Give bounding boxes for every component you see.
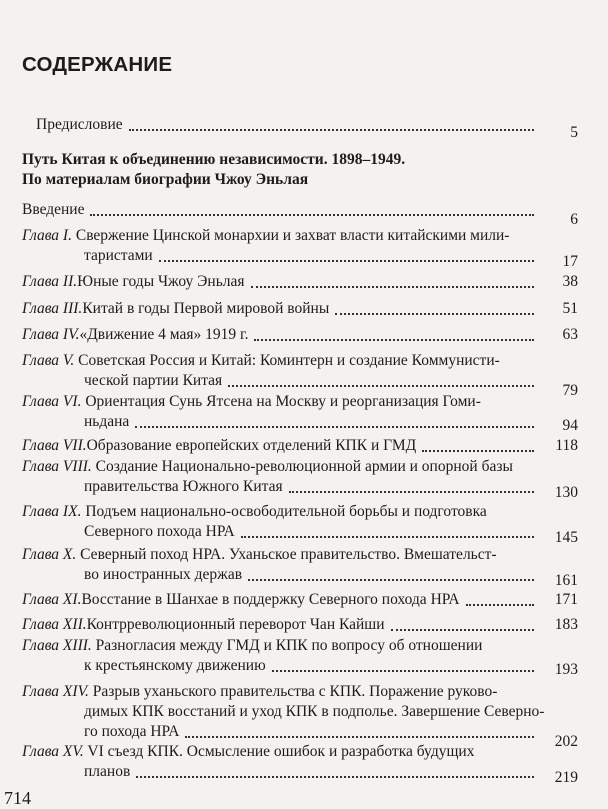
toc-entry-chapter[interactable] (22, 502, 578, 546)
toc-heading: СОДЕРЖАНИЕ (22, 53, 173, 76)
page-number: 5 (570, 124, 578, 141)
chapter-title-line: ньдана (84, 413, 130, 430)
dot-leader (135, 426, 534, 428)
dot-leader (159, 260, 534, 262)
dot-leader (289, 491, 534, 493)
chapter-title-line: Юные годы Чжоу Эньлая (77, 273, 245, 290)
chapter-label: Глава IX. (22, 503, 82, 520)
toc-entry-chapter[interactable] (22, 682, 578, 750)
part-title (22, 150, 405, 190)
page-number: 145 (554, 529, 578, 546)
entry-title: Предисловие (36, 116, 123, 133)
page-number: 6 (570, 211, 578, 228)
chapter-title-line: Советская Россия и Китай: Коминтерн и создание Коммунисти- (78, 352, 500, 369)
toc-entry-chapter[interactable] (22, 392, 578, 432)
page-number: 38 (562, 273, 578, 290)
chapter-title-line: го похода НРА (84, 723, 180, 740)
dot-leader (129, 129, 534, 131)
chapter-title-line: таристами (84, 247, 153, 264)
chapter-title-line: Северного похода НРА (84, 523, 235, 540)
toc-entry-chapter[interactable] (22, 299, 578, 319)
dot-leader (391, 629, 534, 631)
chapter-label: Глава XV. (22, 743, 84, 760)
chapter-label: Глава IV. (22, 326, 80, 343)
chapter-title-line: Контрреволюционный переворот Чан Кайши (86, 616, 385, 633)
chapter-label: Глава III. (22, 300, 83, 317)
chapter-title-line: Создание Национально-революционной армии и опорной базы (95, 458, 513, 475)
page-number: 202 (554, 733, 578, 750)
chapter-title-line: планов (84, 763, 131, 780)
toc-entry-chapter[interactable] (22, 615, 578, 635)
chapter-label: Глава X. (22, 546, 77, 563)
page-number: 94 (562, 417, 578, 434)
dot-leader (90, 214, 534, 216)
page-number: 17 (562, 253, 578, 270)
dot-leader (248, 579, 534, 581)
page-number: 161 (554, 572, 578, 589)
page-number: 79 (562, 382, 578, 399)
dot-leader (272, 670, 534, 672)
chapter-label: Глава XI. (22, 591, 82, 608)
dot-leader (335, 313, 534, 315)
toc-entry-chapter[interactable] (22, 226, 578, 270)
chapter-label: Глава XIII. (22, 637, 92, 654)
chapter-title-line: Свержение Цинской монархии и захват власти китайскими мили- (75, 227, 510, 244)
chapter-title-line: ческой партии Китая (84, 372, 223, 389)
chapter-title-line: Подъем национально-освободительной борьбы и подготовка (85, 503, 487, 520)
chapter-title-line: Северный поход НРА. Уханьское правительство. Вмешательст- (80, 546, 497, 563)
chapter-title-line: димых КПК восстаний и уход КПК в подполье. Завершение Северно- (84, 703, 545, 720)
chapter-title-line: к крестьянскому движению (84, 657, 266, 674)
chapter-label: Глава VII. (22, 437, 87, 454)
toc-entry-chapter[interactable] (22, 351, 578, 399)
chapter-title-line: Восстание в Шанхае в поддержку Северного похода НРА (81, 591, 460, 608)
dot-leader (241, 536, 534, 538)
toc-entry-chapter[interactable] (22, 636, 578, 676)
chapter-title-line: правительства Южного Китая (84, 478, 283, 495)
dot-leader (466, 604, 534, 606)
chapter-label: Глава XIV. (22, 683, 89, 700)
toc-entry-chapter[interactable] (22, 325, 578, 345)
chapter-label: Глава V. (22, 352, 75, 369)
page-number: 130 (554, 484, 578, 501)
toc-entry-chapter[interactable] (22, 545, 578, 589)
chapter-title-line: Разрыв уханьского правительства с КПК. Поражение руково- (92, 683, 498, 700)
chapter-title-line: Разногласия между ГМД и КПК по вопросу об отношении (95, 637, 483, 654)
dot-leader (228, 385, 534, 387)
dot-leader (185, 736, 534, 738)
toc-entry-chapter[interactable] (22, 742, 578, 786)
chapter-label: Глава VI. (22, 393, 82, 410)
page-number: 118 (555, 437, 578, 454)
page-number: 219 (554, 769, 578, 786)
chapter-label: Глава VIII. (22, 458, 92, 475)
page-number: 63 (562, 326, 578, 343)
chapter-title-line: VI съезд КПК. Осмысление ошибок и разработка будущих (87, 743, 475, 760)
chapter-title-line: во иностранных держав (84, 566, 243, 583)
toc-entry-chapter[interactable] (22, 590, 578, 610)
entry-title: Введение (22, 201, 85, 218)
chapter-title-line: Ориентация Сунь Ятсена на Москву и реорганизация Гоми- (85, 393, 481, 410)
toc-entry-chapter[interactable] (22, 457, 578, 501)
chapter-label: Глава I. (22, 227, 72, 244)
chapter-title-line: Китай в годы Первой мировой войны (82, 300, 330, 317)
part-title-line-1: Путь Китая к объединению независимости. 1898–1949. (22, 151, 406, 168)
dot-leader (251, 286, 534, 288)
part-title-line-2: По материалам биографии Чжоу Эньлая (22, 171, 309, 188)
chapter-label: Глава II. (22, 273, 78, 290)
toc-entry-introduction[interactable] (22, 200, 578, 228)
dot-leader (136, 776, 534, 778)
toc-entry-chapter[interactable] (22, 436, 578, 456)
page-number: 51 (562, 300, 578, 317)
dot-leader (422, 450, 534, 452)
chapter-title-line: Образование европейских отделений КПК и ГМД (86, 437, 417, 454)
toc-entry-chapter[interactable] (22, 272, 578, 292)
page-number: 171 (554, 591, 578, 608)
folio-number: 714 (4, 788, 31, 808)
page-number: 193 (554, 661, 578, 678)
toc-entry-preface[interactable] (22, 115, 578, 141)
chapter-title-line: «Движение 4 мая» 1919 г. (79, 326, 249, 343)
chapter-label: Глава XII. (22, 616, 87, 633)
dot-leader (254, 339, 534, 341)
page-number: 183 (554, 616, 578, 633)
